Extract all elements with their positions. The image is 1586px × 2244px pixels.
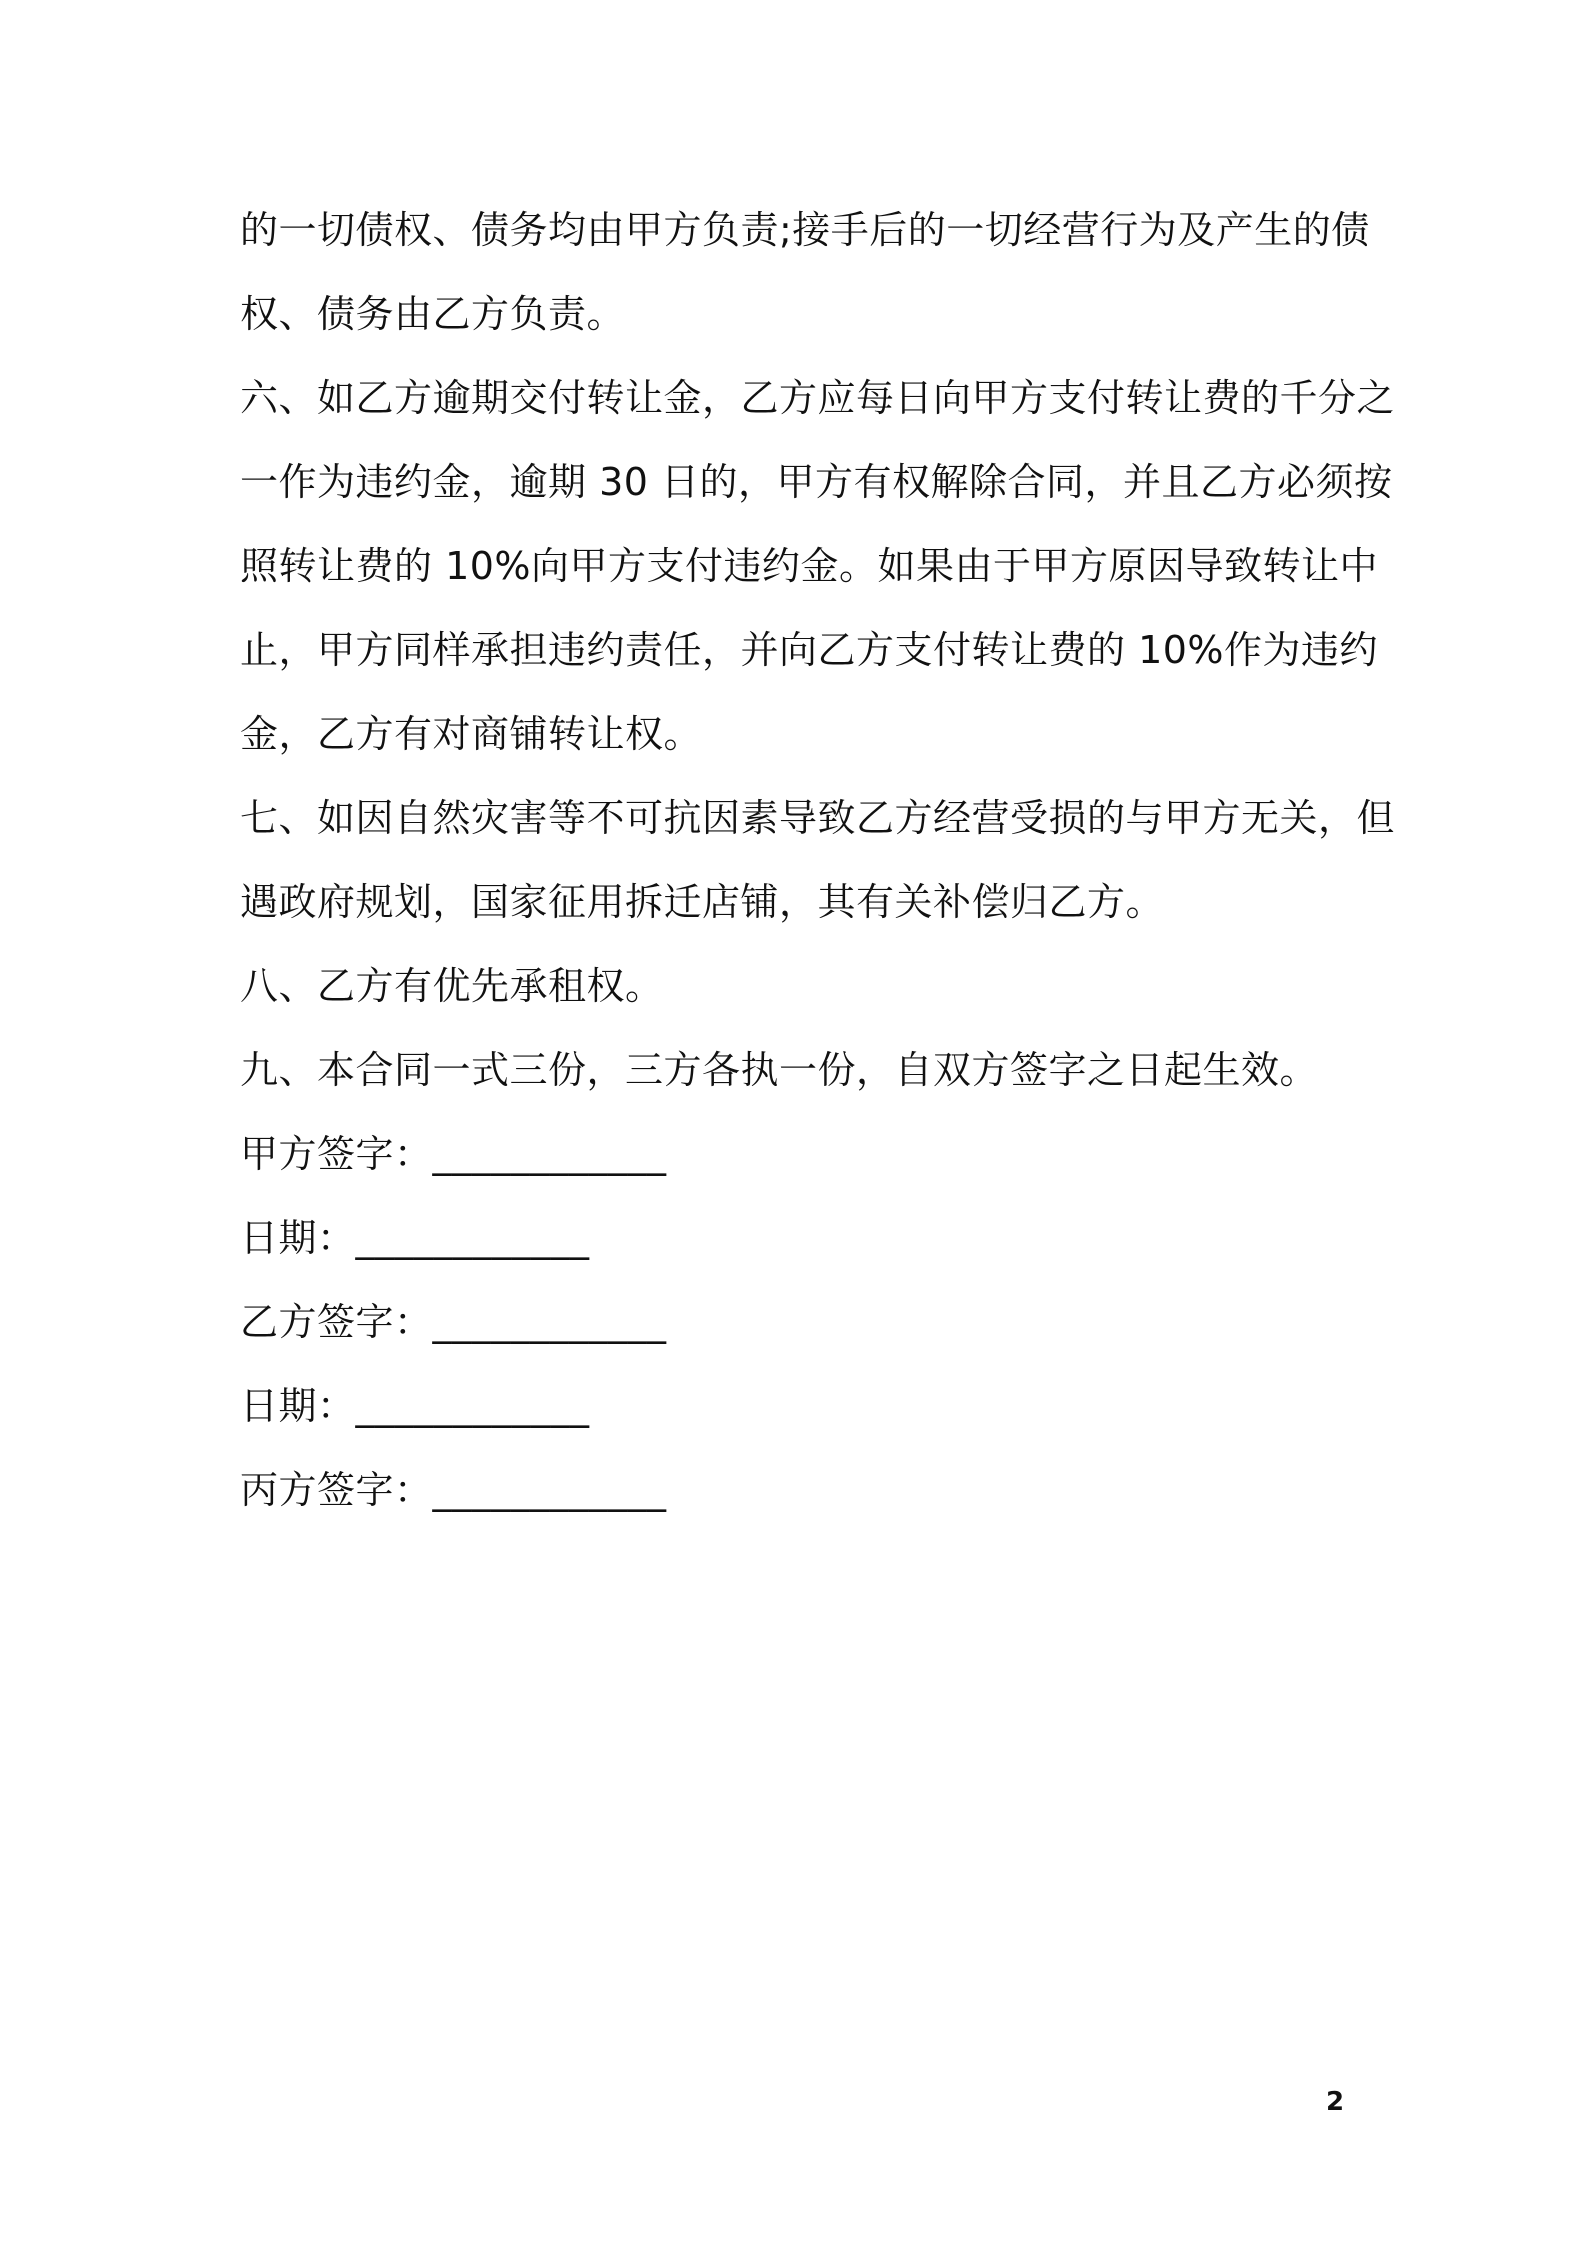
clause-eight: 八、乙方有优先承租权。 [240, 964, 664, 1008]
text-line: 遇政府规划，国家征用拆迁店铺，其有关补偿归乙方。 [240, 880, 1165, 924]
clause-seven: 七、如因自然灾害等不可抗因素导致乙方经营受损的与甲方无关，但 [240, 796, 1396, 840]
text-line: 金，乙方有对商铺转让权。 [240, 712, 703, 756]
party-b-signature: 乙方签字：____________ [240, 1300, 667, 1344]
text-line: 权、债务由乙方负责。 [240, 292, 626, 336]
document-body [240, 188, 1396, 1532]
clause-nine: 九、本合同一式三份，三方各执一份，自双方签字之日起生效。 [240, 1048, 1319, 1092]
clause-six: 六、如乙方逾期交付转让金，乙方应每日向甲方支付转让费的千分之 [240, 376, 1396, 420]
text-line: 一作为违约金，逾期 30 日的，甲方有权解除合同，并且乙方必须按 [240, 460, 1393, 504]
text-line: 照转让费的 10%向甲方支付违约金。如果由于甲方原因导致转让中 [240, 544, 1379, 588]
party-a-signature: 甲方签字：____________ [240, 1132, 667, 1176]
text-line: 的一切债权、债务均由甲方负责;接手后的一切经营行为及产生的债 [240, 208, 1370, 252]
date-line: 日期：____________ [240, 1216, 590, 1260]
party-c-signature: 丙方签字：____________ [240, 1468, 667, 1512]
date-line: 日期：____________ [240, 1384, 590, 1428]
page-number: 2 [1326, 2087, 1345, 2117]
text-line: 止，甲方同样承担违约责任，并向乙方支付转让费的 10%作为违约 [240, 628, 1379, 672]
